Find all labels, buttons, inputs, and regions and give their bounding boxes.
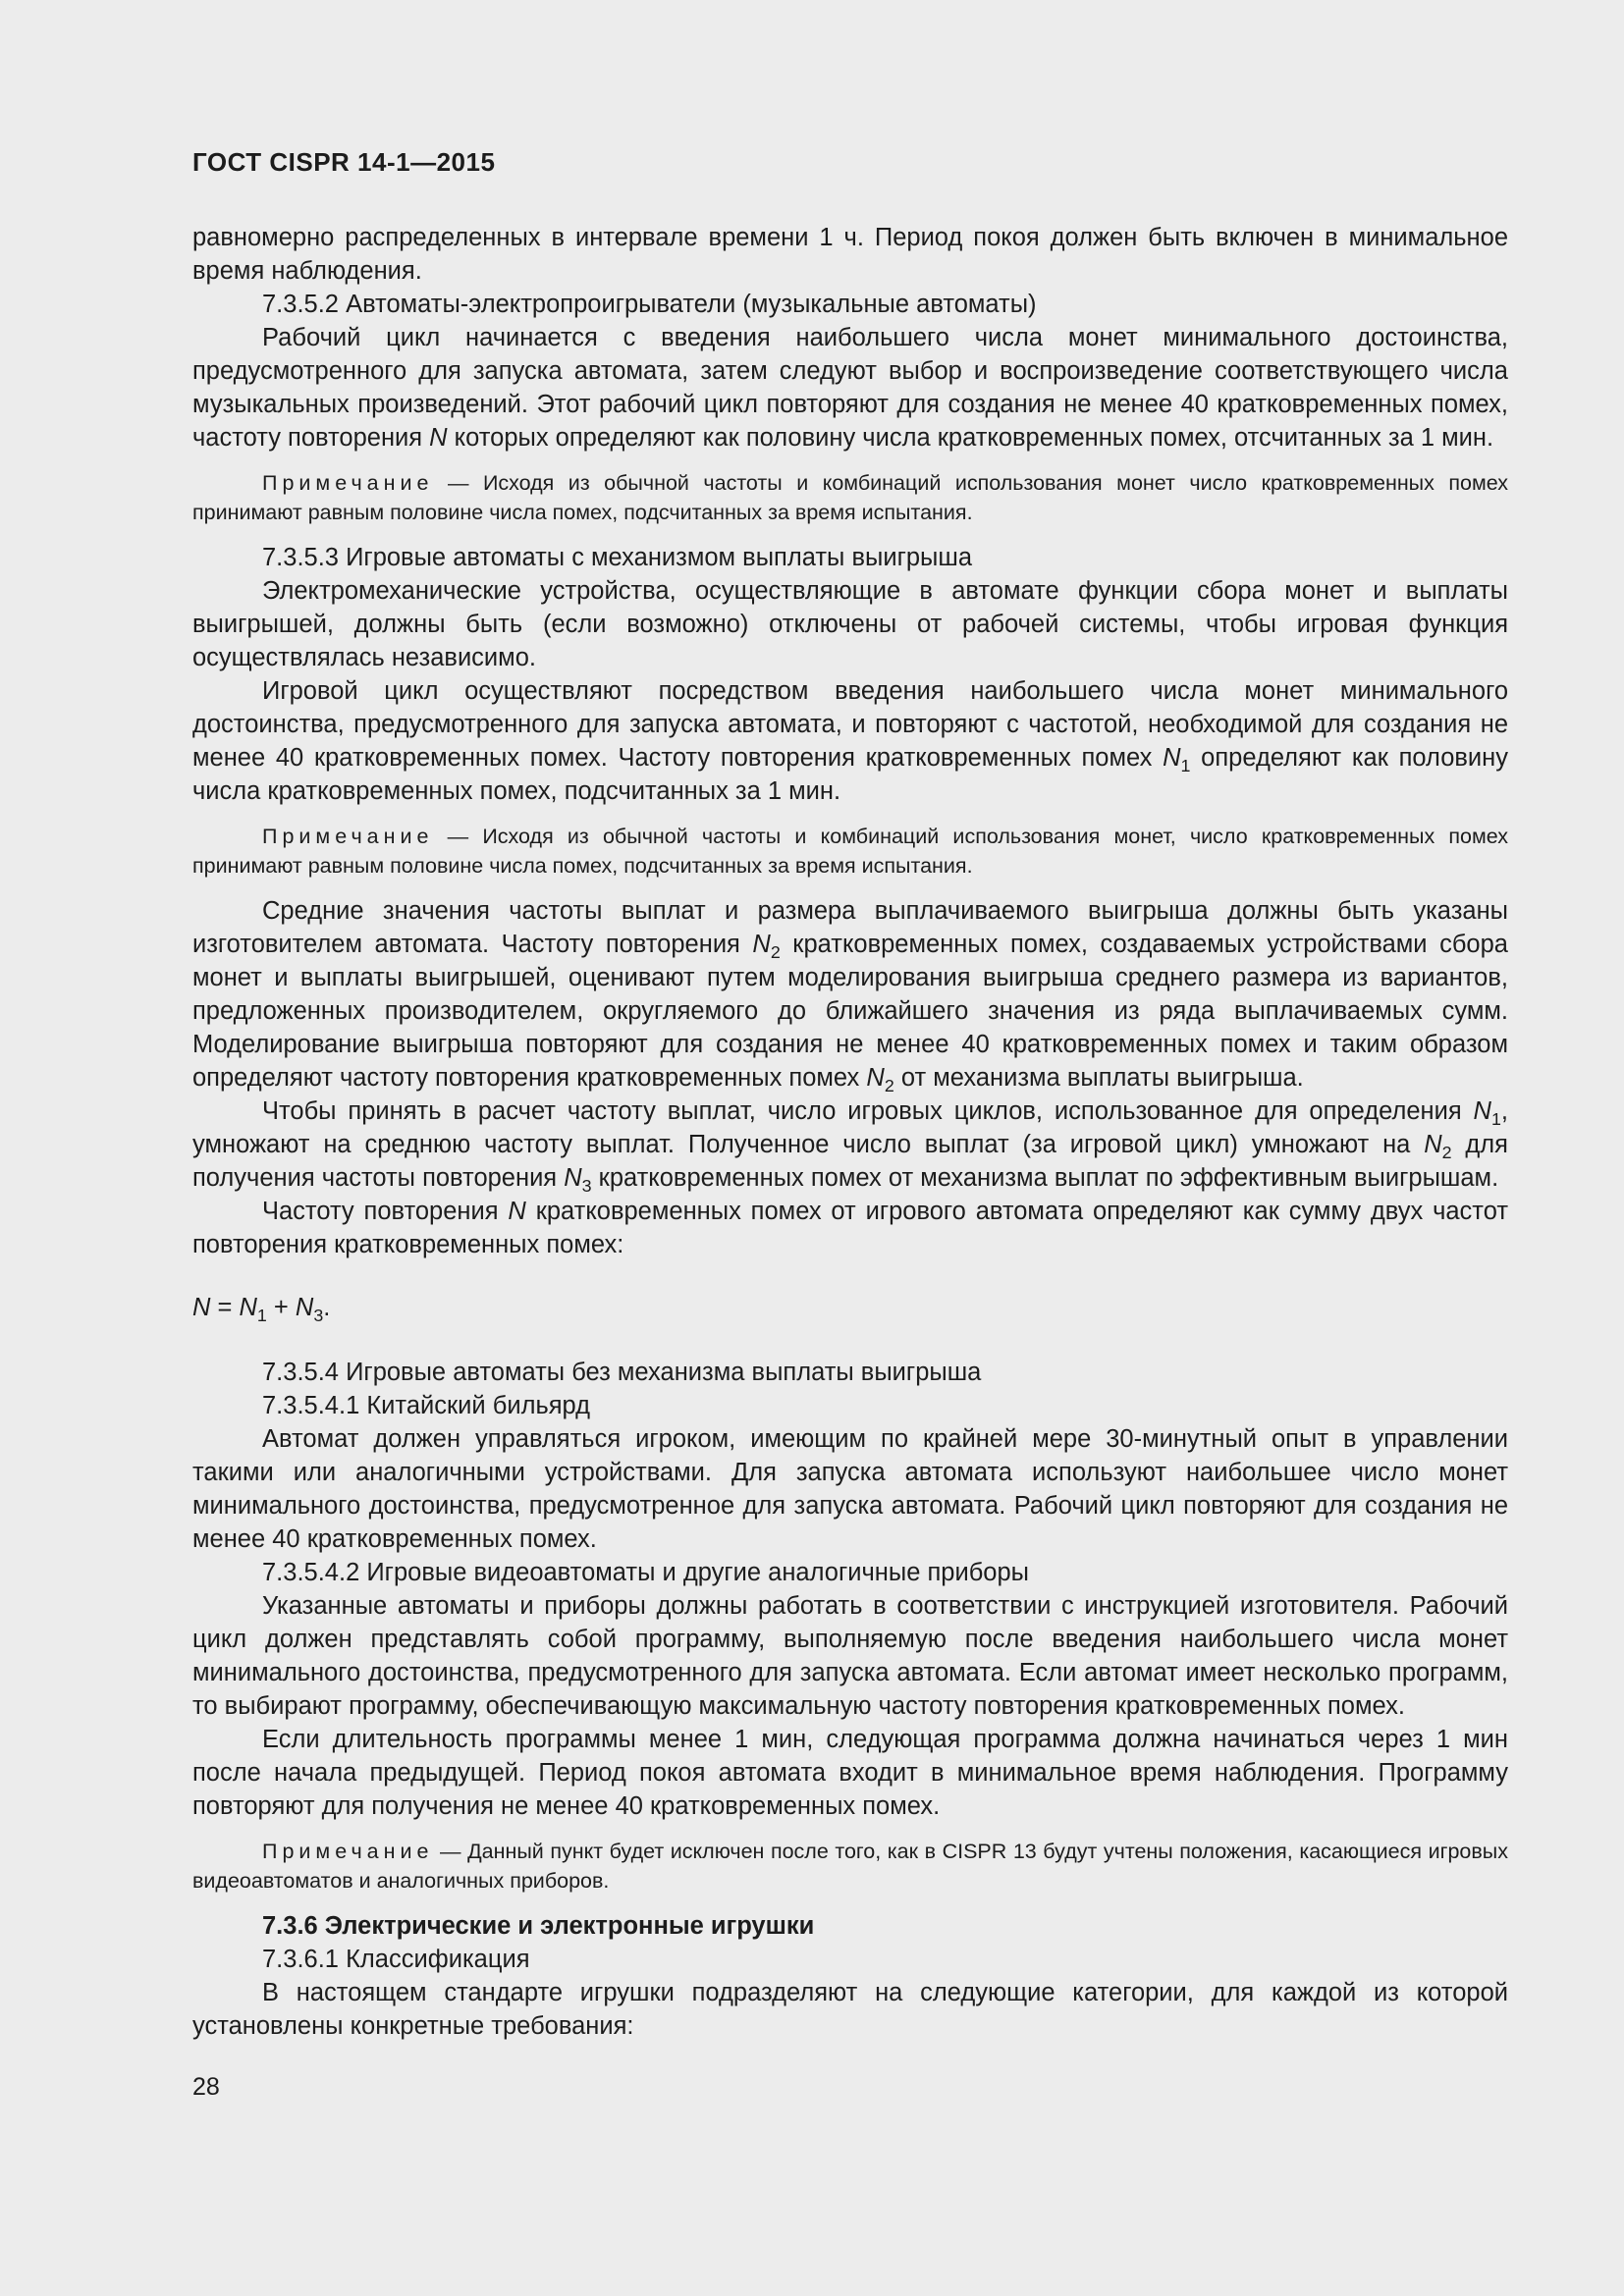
symbol-n: N xyxy=(564,1164,582,1192)
paragraph: Рабочий цикл начинается с введения наибольшего числа монет минимального достоинства, предусмотренного для запуска автомата, затем следуют выбор и воспроизведение соответствующего числа музыкальных произведений. Этот рабочий цикл повторяют для создания не менее 40 кратковременных помех, частоту повторения N которых определяют как половину числа кратковременных помех, отсчитанных за 1 мин. xyxy=(192,324,1508,452)
symbol-n: N xyxy=(1424,1131,1442,1158)
note-label: Примечание xyxy=(262,1840,434,1863)
formula: $N = N_1 + N_3$. xyxy=(192,1294,331,1326)
symbol-n: N xyxy=(1163,744,1181,772)
page-content xyxy=(192,221,1508,2043)
page-number: 28 xyxy=(192,2073,220,2101)
subscript: 2 xyxy=(884,1076,894,1096)
section-heading-7-3-5-2: 7.3.5.2 Автоматы-электропроигрыватели (музыкальные автоматы) xyxy=(262,291,1037,318)
subscript: 2 xyxy=(770,942,781,963)
note: Примечание — Исходя из обычной частоты и комбинаций использования монет, число кратковременных помех принимают равным половине числа помех, подсчитанных за время испытания. xyxy=(192,825,1508,878)
section-heading-7-3-6-1: 7.3.6.1 Классификация xyxy=(262,1946,530,1973)
paragraph: Средние значения частоты выплат и размера выплачиваемого выигрыша должны быть указаны изготовителем автомата. Частоту повторения $N_2$ кратковременных помех, создаваемых устройствами сбора монет и выплаты выигрышей, оценивают путем моделирования выигрыша среднего размера из вариантов, предложенных производителем, округляемого до ближайшего значения из ряда выплачиваемых сумм. Моделирование выигрыша повторяют для создания не менее 40 кратковременных помех и таким образом определяют частоту повторения кратковременных помех $N_2$ от механизма выплаты выигрыша. xyxy=(192,897,1508,1096)
paragraph: В настоящем стандарте игрушки подразделяют на следующие категории, для каждой из которой установлены конкретные требования: xyxy=(192,1979,1508,2040)
section-heading-7-3-5-3: 7.3.5.3 Игровые автоматы с механизмом выплаты выигрыша xyxy=(262,544,973,571)
subscript: 1 xyxy=(1180,756,1191,776)
paragraph: Игровой цикл осуществляют посредством введения наибольшего числа монет минимального достоинства, предусмотренного для запуска автомата, и повторяют с частотой, необходимой для создания не менее 40 кратковременных помех. Частоту повторения кратковременных помех $N_1$ определяют как половину числа кратковременных помех, подсчитанных за 1 мин. xyxy=(192,677,1508,805)
symbol-n: N xyxy=(429,424,448,452)
page-header: ГОСТ CISPR 14-1—2015 xyxy=(192,147,496,177)
subscript: 1 xyxy=(1490,1109,1501,1130)
note: Примечание — Исходя из обычной частоты и комбинаций использования монет число кратковременных помех принимают равным половине числа помех, подсчитанных за время испытания. xyxy=(192,471,1508,524)
paragraph: Электромеханические устройства, осуществляющие в автомате функции сбора монет и выплаты выигрышей, должны быть (если возможно) отключены от рабочей системы, чтобы игровая функция осуществлялась независимо. xyxy=(192,577,1508,671)
paragraph: Автомат должен управляться игроком, имеющим по крайней мере 30-минутный опыт в управлении такими или аналогичными устройствами. Для запуска автомата используют наибольшее число монет минимального достоинства, предусмотренное для запуска автомата. Рабочий цикл повторяют для создания не менее 40 кратковременных помех. xyxy=(192,1425,1508,1553)
section-heading-7-3-6: 7.3.6 Электрические и электронные игрушки xyxy=(262,1912,815,1940)
paragraph: Чтобы принять в расчет частоту выплат, число игровых циклов, использованное для определения $N_1$, умножают на среднюю частоту выплат. Полученное число выплат (за игровой цикл) умножают на $N_2$ для получения частоты повторения $N_3$ кратковременных помех от механизма выплат по эффективным выигрышам. xyxy=(192,1097,1508,1197)
paragraph: Частоту повторения N кратковременных помех от игрового автомата определяют как сумму двух частот повторения кратковременных помех: xyxy=(192,1198,1508,1258)
symbol-n: N xyxy=(508,1198,526,1225)
paragraph: Если длительность программы менее 1 мин, следующая программа должна начинаться через 1 мин после начала предыдущей. Период покоя автомата входит в минимальное время наблюдения. Программу повторяют для получения не менее 40 кратковременных помех. xyxy=(192,1726,1508,1820)
section-heading-7-3-5-4-1: 7.3.5.4.1 Китайский бильярд xyxy=(262,1392,591,1419)
symbol-n: N xyxy=(1473,1097,1491,1125)
paragraph: равномерно распределенных в интервале времени 1 ч. Период покоя должен быть включен в минимальное время наблюдения. xyxy=(192,224,1508,285)
note-label: Примечание xyxy=(262,825,434,848)
symbol-n: N xyxy=(752,931,771,958)
paragraph: Указанные автоматы и приборы должны работать в соответствии с инструкцией изготовителя. Рабочий цикл должен представлять собой программу, выполняемую после введения наибольшего числа монет минимального достоинства, предусмотренного для запуска автомата. Если автомат имеет несколько программ, то выбирают программу, обеспечивающую максимальную частоту повторения кратковременных помех. xyxy=(192,1592,1508,1720)
note: Примечание — Данный пункт будет исключен после того, как в CISPR 13 будут учтены положения, касающиеся игровых видеоавтоматов и аналогичных приборов. xyxy=(192,1840,1508,1893)
section-heading-7-3-5-4: 7.3.5.4 Игровые автоматы без механизма выплаты выигрыша xyxy=(262,1359,982,1386)
subscript: 2 xyxy=(1441,1143,1452,1163)
symbol-n: N xyxy=(866,1064,885,1092)
section-heading-7-3-5-4-2: 7.3.5.4.2 Игровые видеоавтоматы и другие аналогичные приборы xyxy=(262,1559,1029,1586)
note-label: Примечание xyxy=(262,471,434,495)
subscript: 3 xyxy=(581,1176,592,1197)
